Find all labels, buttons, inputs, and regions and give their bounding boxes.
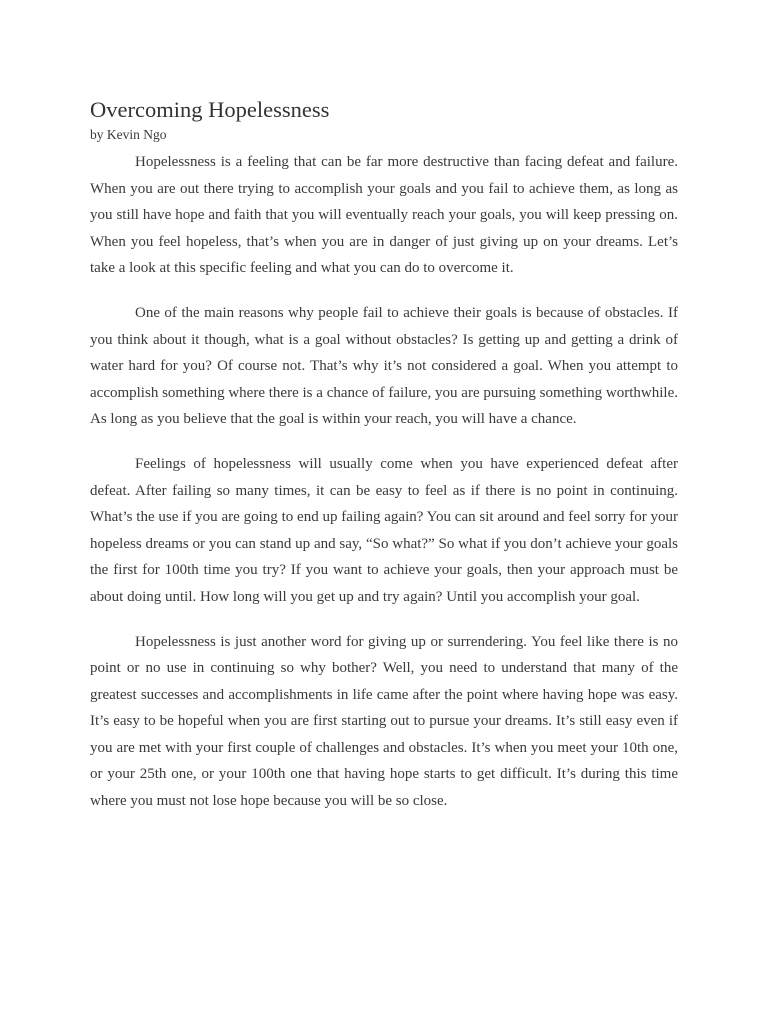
paragraph-2: One of the main reasons why people fail to achieve their goals is because of obstacles. If you think about it though, what is a goal without obstacles? Is getting up and getting a drink of water hard for you? Of course not. That’s why it’s not considered a goal. When you attempt to accomplish something where there is a chance of failure, you are pursuing something worthwhile. As long as you believe that the goal is within your reach, you will have a chance. [90,304,678,428]
paragraph-1: Hopelessness is a feeling that can be far more destructive than facing defeat and failure. When you are out there trying to accomplish your goals and you fail to achieve them, as long as you still have hope and faith that you will eventually reach your goals, you will keep pressing on. When you feel hopeless, that’s when you are in danger of just giving up on your dreams. Let’s take a look at this specific feeling and what you can do to overcome it. [90,154,678,277]
document-title: Overcoming Hopelessness [90,97,330,122]
paragraph-3: Feelings of hopelessness will usually come when you have experienced defeat after defeat. After failing so many times, it can be easy to feel as if there is no point in continuing. What’s the use if you are going to end up failing again? You can sit around and feel sorry for your hopeless dreams or you can stand up and say, “So what?” So what if you don’t achieve your goals the first for 100th time you try? If you want to achieve your goals, then your approach must be about doing until. How long will you get up and try again? Until you accomplish your goal. [90,455,678,605]
author-byline: by Kevin Ngo [90,127,167,142]
paragraph-4: Hopelessness is just another word for giving up or surrendering. You feel like there is no point or no use in continuing so why bother? Well, you need to understand that many of the greatest successes and accomplishments in life came after the point where having hope was easy. It’s easy to be hopeful when you are first starting out to pursue your dreams. It’s still easy even if you are met with your first couple of challenges and obstacles. It’s when you meet your 10th one, or your 25th one, or your 100th one that having hope starts to get difficult. It’s during this time where you must not lose hope because you will be so close. [90,633,678,810]
document-page [90,96,678,833]
